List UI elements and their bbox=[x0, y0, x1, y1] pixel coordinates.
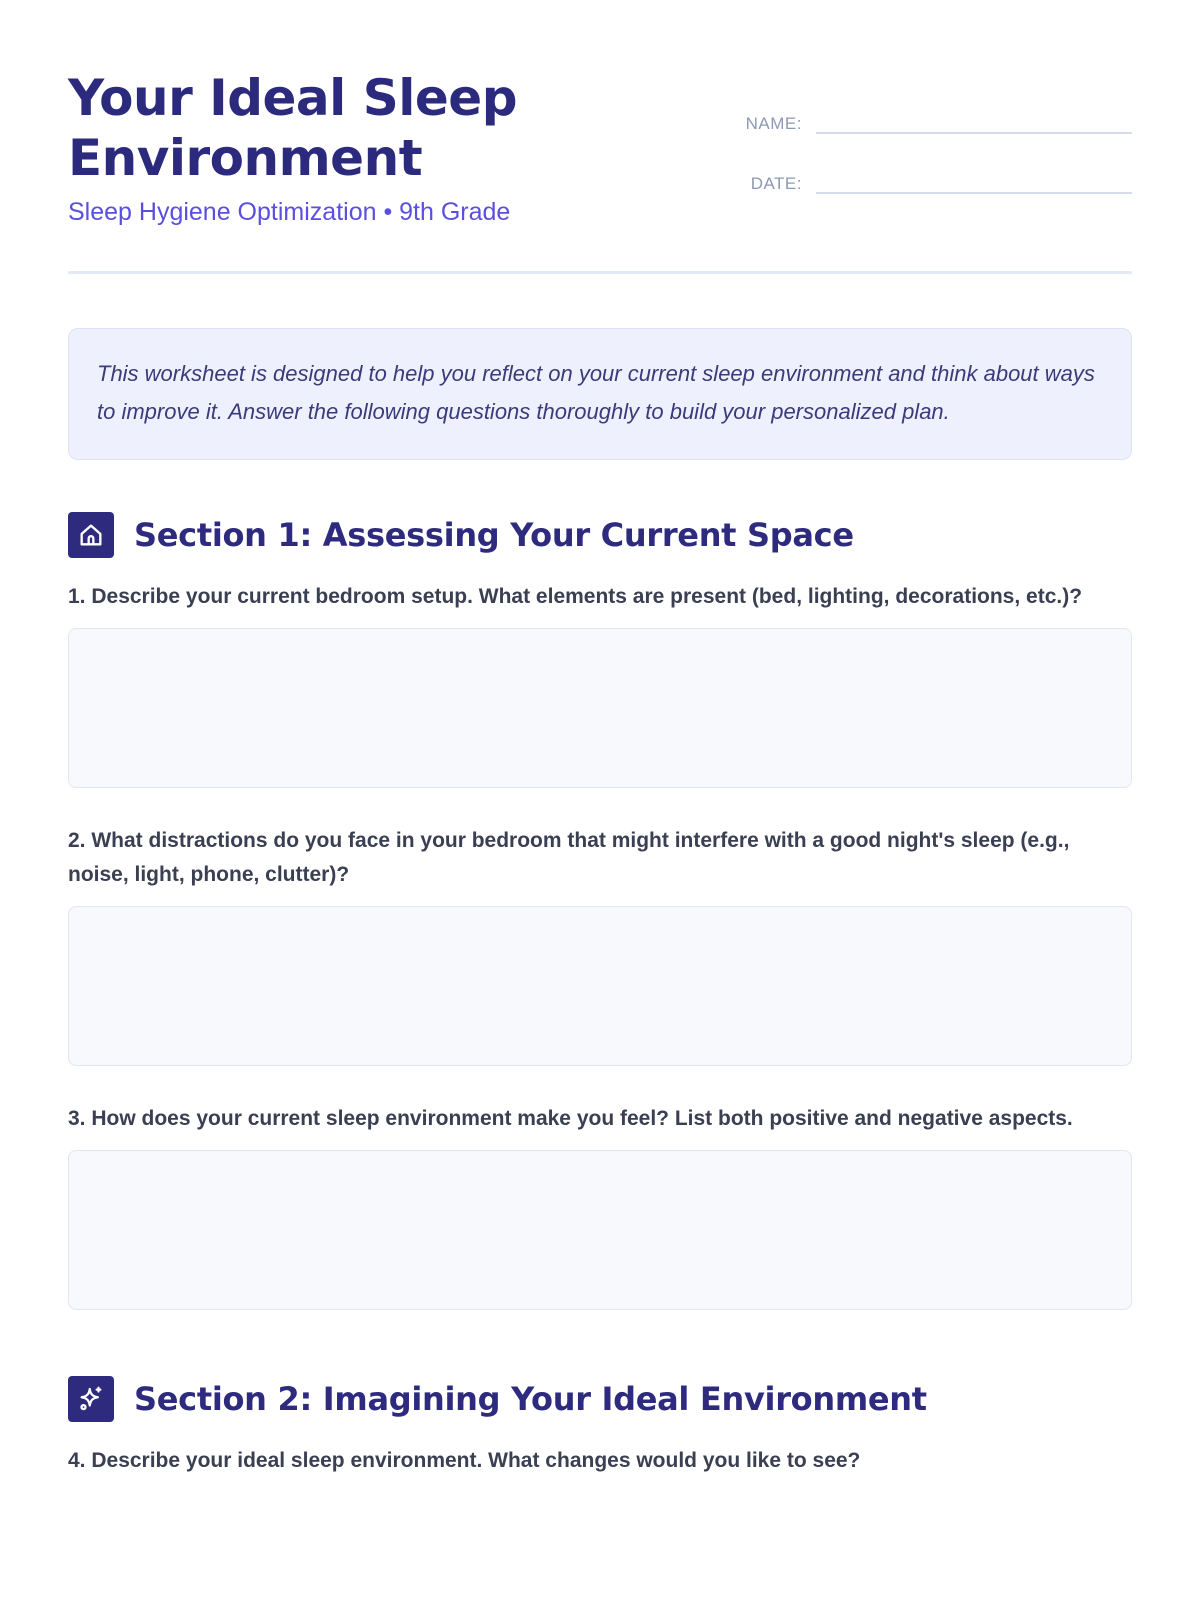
student-info bbox=[732, 68, 1132, 218]
answer-box-1[interactable] bbox=[68, 628, 1132, 788]
question-3: 3. How does your current sleep environment make you feel? List both positive and negative aspects. bbox=[68, 1107, 1073, 1130]
page-title: Your Ideal Sleep Environment bbox=[68, 69, 517, 187]
intro-text: This worksheet is designed to help you reflect on your current sleep environment and think about ways to improve it. Answer the following questions thoroughly to build your personalized plan. bbox=[97, 361, 1095, 424]
question-4: 4. Describe your ideal sleep environment. What changes would you like to see? bbox=[68, 1449, 861, 1472]
date-label: DATE: bbox=[750, 174, 802, 193]
question-1: 1. Describe your current bedroom setup. What elements are present (bed, lighting, decorations, etc.)? bbox=[68, 585, 1083, 608]
header bbox=[68, 68, 1132, 227]
title-block bbox=[68, 68, 628, 227]
home-icon bbox=[68, 512, 114, 558]
header-divider bbox=[68, 271, 1132, 274]
name-field[interactable] bbox=[816, 106, 1132, 134]
section-2-header bbox=[68, 1376, 1132, 1422]
sparkles-icon bbox=[68, 1376, 114, 1422]
date-row bbox=[732, 158, 1132, 194]
name-label: NAME: bbox=[745, 114, 802, 133]
section-1-title: Section 1: Assessing Your Current Space bbox=[134, 516, 854, 554]
page-subtitle: Sleep Hygiene Optimization • 9th Grade bbox=[68, 198, 511, 226]
section-2-title: Section 2: Imagining Your Ideal Environment bbox=[134, 1380, 927, 1418]
answer-box-3[interactable] bbox=[68, 1150, 1132, 1310]
intro-box bbox=[68, 328, 1132, 460]
section-1-header bbox=[68, 512, 1132, 558]
date-field[interactable] bbox=[816, 166, 1132, 194]
answer-box-2[interactable] bbox=[68, 906, 1132, 1066]
question-2: 2. What distractions do you face in your bedroom that might interfere with a good night's sleep (e.g., noise, light, phone, clutter)? bbox=[68, 829, 1070, 886]
name-row bbox=[732, 98, 1132, 134]
